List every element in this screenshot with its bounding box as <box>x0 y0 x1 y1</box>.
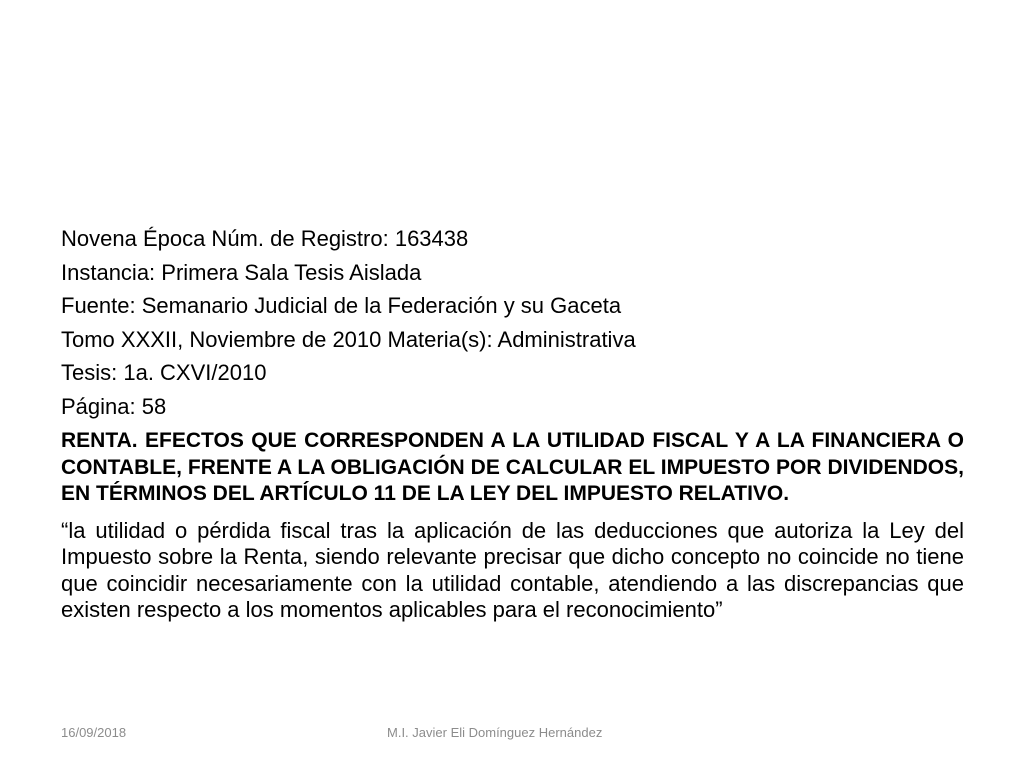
volume-line: Tomo XXXII, Noviembre de 2010 Materia(s): Administrativa <box>61 326 636 352</box>
thesis-line: Tesis: 1a. CXVI/2010 <box>61 360 267 385</box>
footer-author: M.I. Javier Eli Domínguez Hernández <box>387 725 603 740</box>
footer-date: 16/09/2018 <box>61 725 127 740</box>
thesis-quote: “la utilidad o pérdida fiscal tras la aplicación de las deducciones que autoriza la Ley del Impuesto sobre la Renta, siendo relevante precisar que dicho concepto no coincide no tiene que coincidir necesariamente con la utilidad contable, atendiendo a las discrepancias que existen respecto a los momentos aplicables para el reconocimiento” <box>61 517 964 622</box>
instance-line: Instancia: Primera Sala Tesis Aislada <box>61 259 422 285</box>
source-line: Fuente: Semanario Judicial de la Federación y su Gaceta <box>61 293 622 318</box>
registry-line: Novena Época Núm. de Registro: 163438 <box>61 226 469 251</box>
slide-body <box>61 222 964 624</box>
page-line: Página: 58 <box>61 393 167 419</box>
thesis-heading: RENTA. EFECTOS QUE CORRESPONDEN A LA UTILIDAD FISCAL Y A LA FINANCIERA O CONTABLE, FRENTE A LA OBLIGACIÓN DE CALCULAR EL IMPUESTO POR DIVIDENDOS, EN TÉRMINOS DEL ARTÍCULO 11 DE LA LEY DEL IMPUESTO RELATIVO. <box>61 429 964 505</box>
